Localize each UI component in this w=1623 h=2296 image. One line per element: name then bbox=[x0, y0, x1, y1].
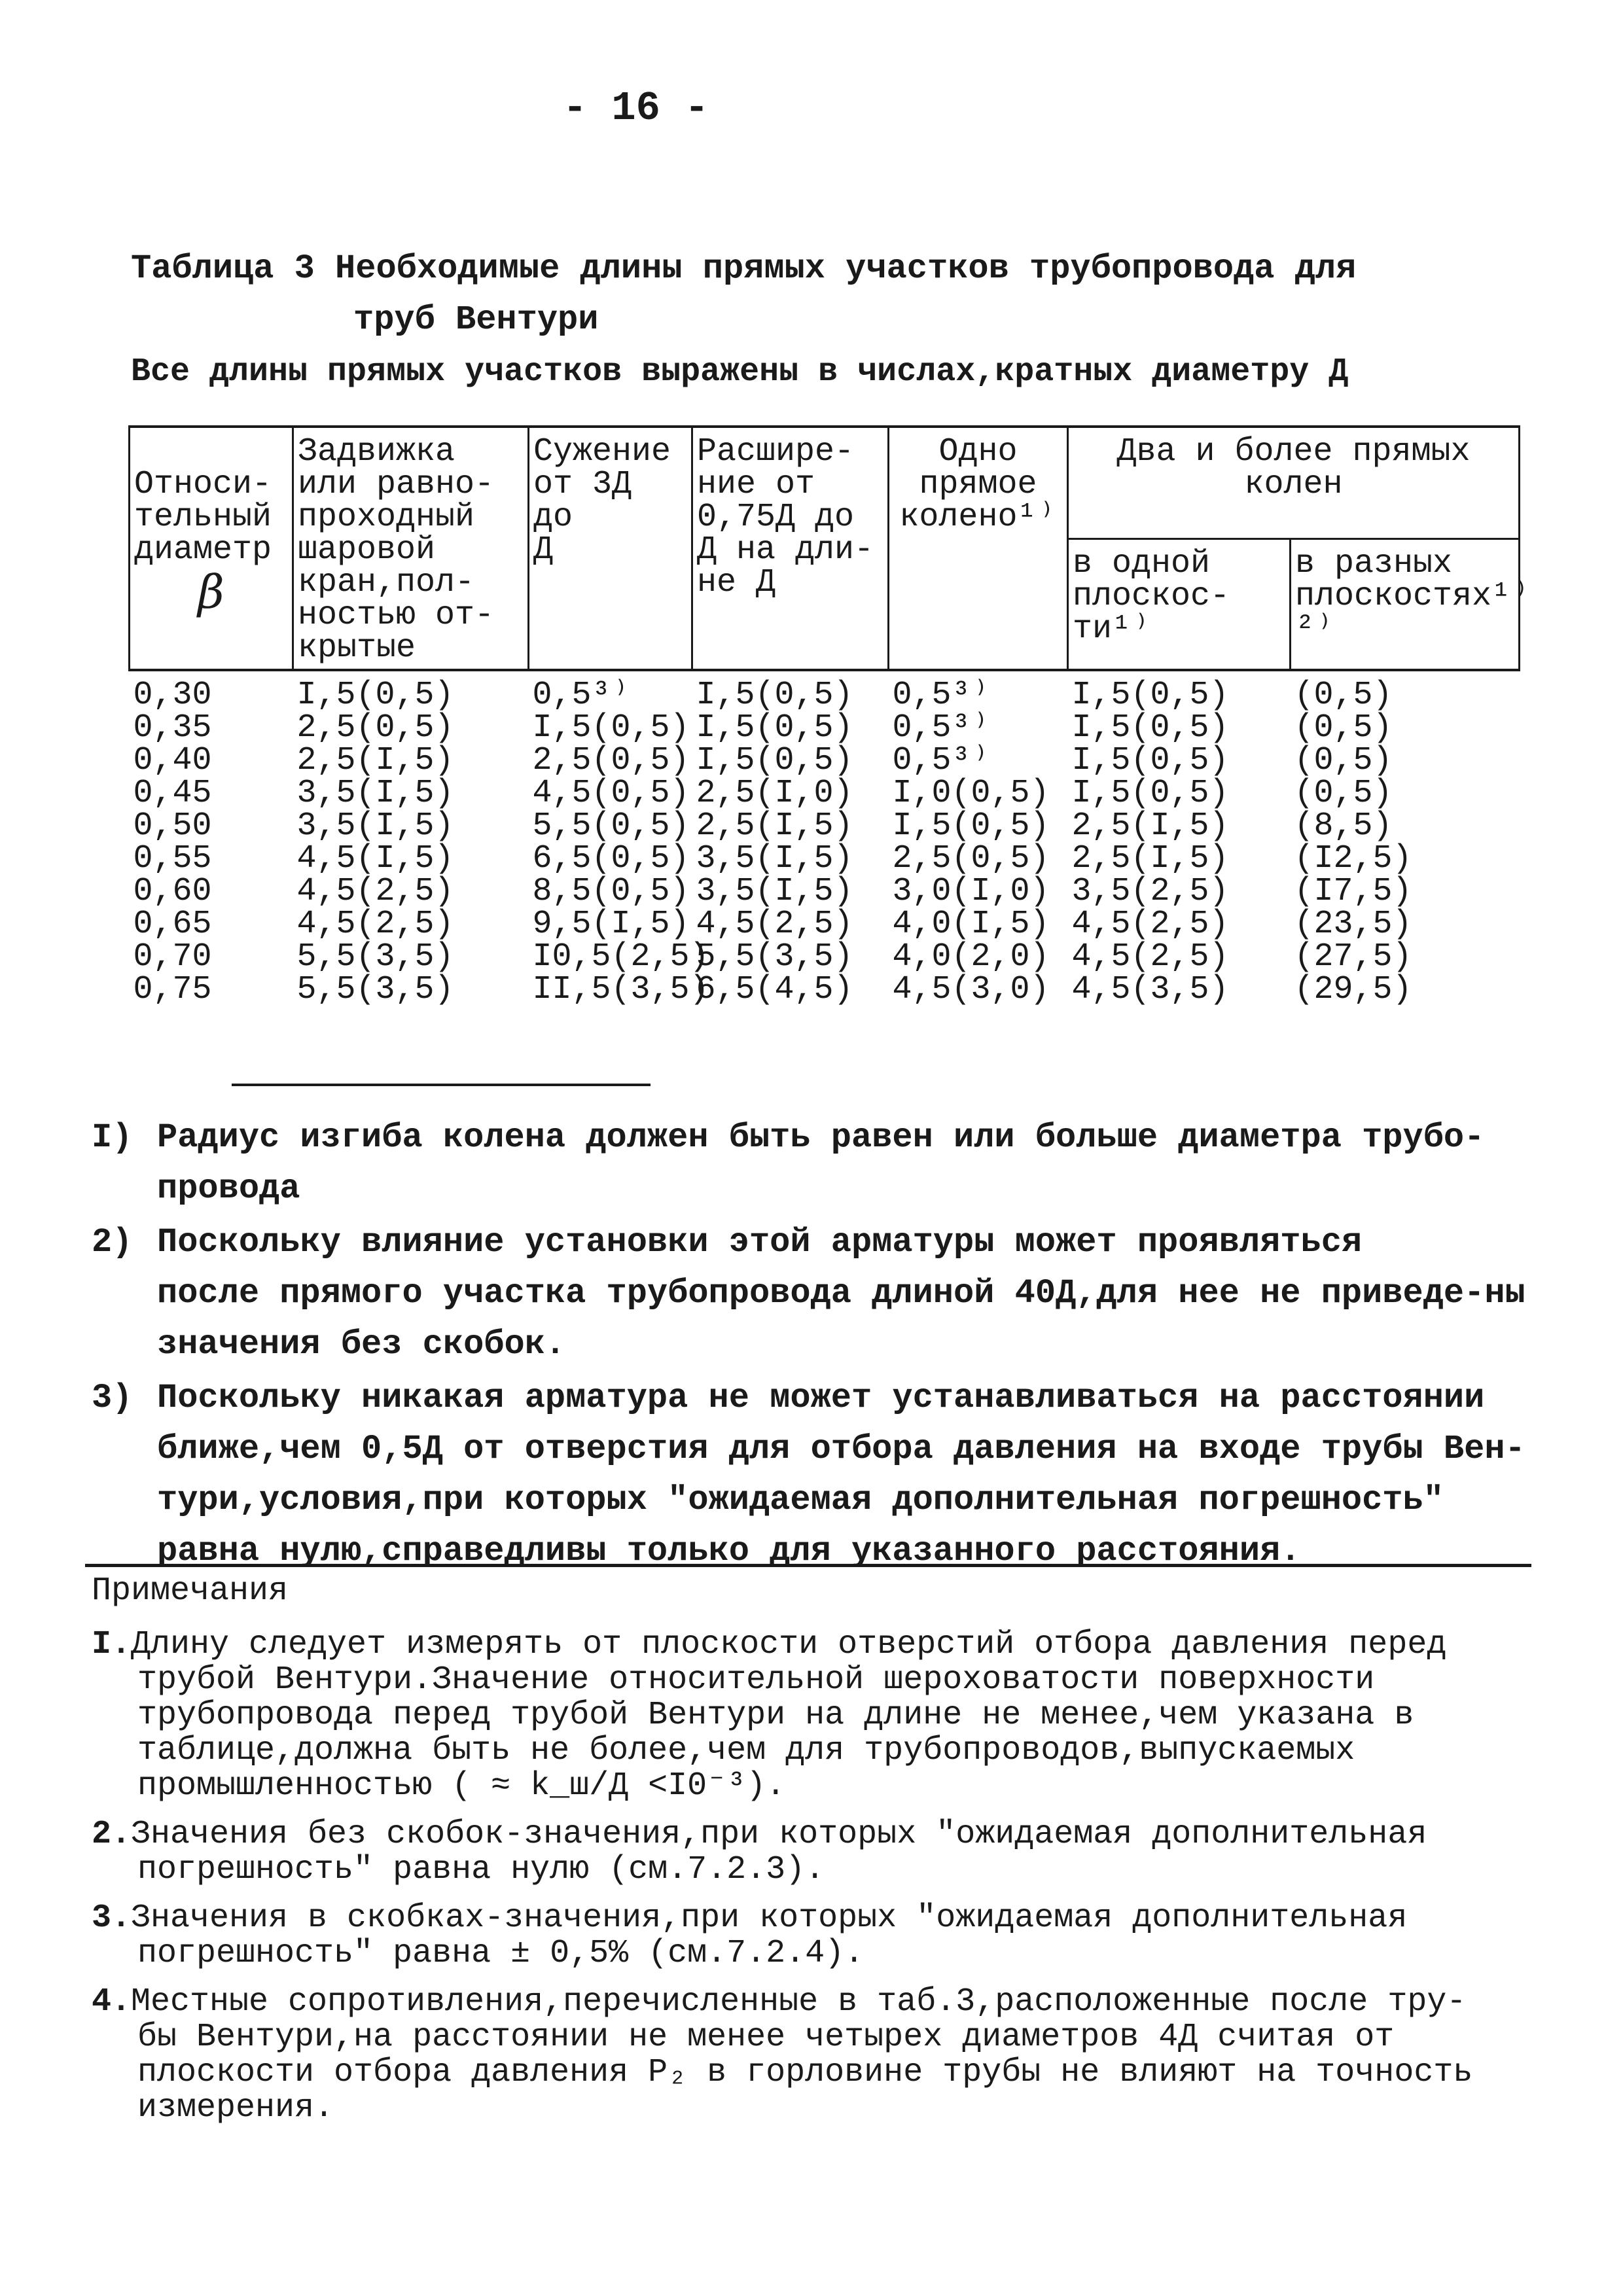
footnote-text bbox=[92, 1373, 1531, 1577]
footnote-continuation: после прямого участка трубопровода длиной 40Д,для нее не приведе-ны значения без скобок. bbox=[157, 1274, 1525, 1364]
notes-heading: Примечания bbox=[92, 1572, 289, 1610]
cell-bends-one-plane: 2,5(I,5) bbox=[1071, 807, 1229, 845]
cell-expansion: 3,5(I,5) bbox=[696, 840, 853, 877]
footnote-first-line: Радиус изгиба колена должен быть равен или больше диаметра трубо- bbox=[157, 1118, 1485, 1157]
cell-single-bend: 4,5(3,0) bbox=[892, 971, 1050, 1008]
cell-beta: 0,70 bbox=[133, 938, 212, 976]
straight-lengths-table bbox=[128, 425, 1531, 1008]
cell-contraction: 5,5(0,5) bbox=[532, 807, 690, 845]
cell-contraction: I0,5(2,5) bbox=[532, 938, 709, 976]
footnote-divider bbox=[232, 1084, 651, 1086]
cell-bends-one-plane: 4,5(2,5) bbox=[1071, 938, 1229, 976]
note-continuation: погрешность" равна ± 0,5% (см.7.2.4). bbox=[137, 1935, 865, 1972]
cell-bends-different-planes: (29,5) bbox=[1294, 971, 1412, 1008]
note-continuation: трубой Вентури.Значение относительной шероховатости поверхности трубопровода перед трубой Вентури на длине не менее,чем указана в таблице,должна быть не более,чем для трубопроводов,выпускаемых промышленностью ( ≈ k_ш/Д <I0⁻³). bbox=[137, 1661, 1414, 1805]
cell-single-bend: 0,5³⁾ bbox=[892, 709, 991, 747]
note-number: 3. bbox=[92, 1899, 132, 1937]
note-number: 2. bbox=[92, 1816, 132, 1853]
footnote bbox=[92, 1373, 1531, 1577]
cell-bends-one-plane: I,5(0,5) bbox=[1071, 709, 1229, 747]
cell-expansion: I,5(0,5) bbox=[696, 742, 853, 779]
table-row bbox=[130, 875, 1520, 908]
footnote-mark: I) bbox=[92, 1118, 133, 1157]
cell-bends-one-plane: I,5(0,5) bbox=[1071, 677, 1229, 714]
note-item bbox=[92, 1901, 1544, 1971]
note-first-line: Длину следует измерять от плоскости отверстий отбора давления перед bbox=[131, 1626, 1447, 1663]
page-number: - 16 - bbox=[563, 85, 709, 132]
cell-expansion: 2,5(I,0) bbox=[696, 775, 853, 812]
header-expansion: Расшире- ние от 0,75Д до Д на дли- не Д bbox=[692, 427, 889, 670]
footnote-mark: 3) bbox=[92, 1379, 133, 1417]
cell-single-bend: I,5(0,5) bbox=[892, 807, 1050, 845]
cell-bends-different-planes: (23,5) bbox=[1294, 906, 1412, 943]
footnote bbox=[92, 1112, 1531, 1214]
table-row bbox=[130, 908, 1520, 941]
cell-beta: 0,65 bbox=[133, 906, 212, 943]
cell-bends-different-planes: (0,5) bbox=[1294, 677, 1393, 714]
cell-bends-one-plane: 2,5(I,5) bbox=[1071, 840, 1229, 877]
cell-bends-different-planes: (8,5) bbox=[1294, 807, 1393, 845]
note-first-line: Местные сопротивления,перечисленные в таб.3,расположенные после тру- bbox=[131, 1983, 1467, 2021]
footnote-first-line: Поскольку никакая арматура не может устанавливаться на расстоянии bbox=[157, 1379, 1485, 1417]
cell-bends-different-planes: (27,5) bbox=[1294, 938, 1412, 976]
table-body bbox=[130, 670, 1520, 1006]
header-relative-diameter bbox=[130, 427, 293, 670]
cell-valve: 4,5(2,5) bbox=[296, 906, 454, 943]
note-continuation: бы Вентури,на расстоянии не менее четырех диаметров 4Д считая от плоскости отбора давления P₂ в горловине трубы не влияют на точность измерения. bbox=[137, 2019, 1473, 2127]
footnote-continuation: провода bbox=[157, 1169, 300, 1208]
cell-valve: 2,5(0,5) bbox=[296, 709, 454, 747]
cell-bends-one-plane: I,5(0,5) bbox=[1071, 775, 1229, 812]
cell-valve: 5,5(3,5) bbox=[296, 938, 454, 976]
note-item bbox=[92, 1627, 1544, 1804]
header-relative-diameter-label: Относи- тельный диаметр bbox=[134, 466, 272, 569]
cell-beta: 0,45 bbox=[133, 775, 212, 812]
cell-contraction: 8,5(0,5) bbox=[532, 873, 690, 910]
cell-valve: 4,5(I,5) bbox=[296, 840, 454, 877]
table-row bbox=[130, 745, 1520, 777]
header-valve: Задвижка или равно- проходный шаровой кран,пол- ностью от- крытые bbox=[293, 427, 529, 670]
table-subtitle: Все длины прямых участков выражены в числах,кратных диаметру Д bbox=[131, 353, 1349, 391]
cell-contraction: 4,5(0,5) bbox=[532, 775, 690, 812]
cell-valve: 3,5(I,5) bbox=[296, 775, 454, 812]
notes-section bbox=[92, 1574, 1544, 2139]
footnote-text bbox=[92, 1112, 1531, 1214]
notes-divider bbox=[85, 1564, 1531, 1567]
cell-beta: 0,75 bbox=[133, 971, 212, 1008]
cell-valve: 5,5(3,5) bbox=[296, 971, 454, 1008]
header-single-bend: Одно прямое колено¹⁾ bbox=[889, 427, 1068, 670]
cell-valve: 4,5(2,5) bbox=[296, 873, 454, 910]
table-title: Таблица 3 Необходимые длины прямых участков трубопровода для bbox=[131, 249, 1357, 288]
cell-single-bend: 0,5³⁾ bbox=[892, 677, 991, 714]
note-item bbox=[92, 1817, 1544, 1888]
cell-contraction: 0,5³⁾ bbox=[532, 677, 631, 714]
cell-beta: 0,40 bbox=[133, 742, 212, 779]
table-row bbox=[130, 843, 1520, 875]
cell-single-bend: 4,0(I,5) bbox=[892, 906, 1050, 943]
cell-valve: 3,5(I,5) bbox=[296, 807, 454, 845]
cell-bends-different-planes: (0,5) bbox=[1294, 742, 1393, 779]
footnote-continuation: ближе,чем 0,5Д от отверстия для отбора давления на входе трубы Вен-тури,условия,при которых "ожидаемая дополнительная погрешность" равна нулю,справедливы только для указанного расстояния. bbox=[157, 1430, 1525, 1570]
cell-single-bend: 2,5(0,5) bbox=[892, 840, 1050, 877]
cell-beta: 0,55 bbox=[133, 840, 212, 877]
cell-bends-different-planes: (0,5) bbox=[1294, 709, 1393, 747]
cell-contraction: II,5(3,5) bbox=[532, 971, 709, 1008]
cell-contraction: 2,5(0,5) bbox=[532, 742, 690, 779]
cell-expansion: I,5(0,5) bbox=[696, 709, 853, 747]
table-footnotes bbox=[92, 1112, 1531, 1580]
table-row bbox=[130, 712, 1520, 745]
cell-single-bend: I,0(0,5) bbox=[892, 775, 1050, 812]
note-number: 4. bbox=[92, 1983, 132, 2021]
header-two-or-more-bends: Два и более прямых колен bbox=[1068, 427, 1520, 539]
cell-expansion: I,5(0,5) bbox=[696, 677, 853, 714]
note-first-line: Значения без скобок-значения,при которых "ожидаемая дополнительная bbox=[131, 1816, 1427, 1853]
cell-valve: I,5(0,5) bbox=[296, 677, 454, 714]
cell-expansion: 3,5(I,5) bbox=[696, 873, 853, 910]
cell-beta: 0,50 bbox=[133, 807, 212, 845]
note-item bbox=[92, 1985, 1544, 2126]
cell-bends-one-plane: 4,5(2,5) bbox=[1071, 906, 1229, 943]
table-row bbox=[130, 670, 1520, 712]
table-caption bbox=[131, 243, 1544, 345]
beta-symbol: β bbox=[198, 565, 224, 619]
cell-beta: 0,35 bbox=[133, 709, 212, 747]
cell-bends-one-plane: 3,5(2,5) bbox=[1071, 873, 1229, 910]
header-bends-one-plane: в одной плоскос- ти¹⁾ bbox=[1068, 539, 1291, 671]
cell-valve: 2,5(I,5) bbox=[296, 742, 454, 779]
table-row bbox=[130, 777, 1520, 810]
note-first-line: Значения в скобках-значения,при которых "ожидаемая дополнительная bbox=[131, 1899, 1408, 1937]
cell-contraction: 9,5(I,5) bbox=[532, 906, 690, 943]
cell-expansion: 4,5(2,5) bbox=[696, 906, 853, 943]
header-bends-different-planes: в разных плоскостях¹⁾²⁾ bbox=[1291, 539, 1520, 671]
note-number: I. bbox=[92, 1626, 132, 1663]
cell-single-bend: 3,0(I,0) bbox=[892, 873, 1050, 910]
table-row bbox=[130, 810, 1520, 843]
cell-bends-one-plane: 4,5(3,5) bbox=[1071, 971, 1229, 1008]
table-header-row bbox=[130, 427, 1520, 539]
header-contraction: Сужение от 3Д до Д bbox=[529, 427, 692, 670]
cell-contraction: 6,5(0,5) bbox=[532, 840, 690, 877]
footnote-first-line: Поскольку влияние установки этой арматуры может проявляться bbox=[157, 1223, 1363, 1262]
footnote-mark: 2) bbox=[92, 1223, 133, 1262]
cell-bends-one-plane: I,5(0,5) bbox=[1071, 742, 1229, 779]
cell-expansion: 2,5(I,5) bbox=[696, 807, 853, 845]
table-title-continuation: труб Вентури bbox=[353, 300, 599, 339]
cell-beta: 0,60 bbox=[133, 873, 212, 910]
note-continuation: погрешность" равна нулю (см.7.2.3). bbox=[137, 1851, 825, 1888]
cell-single-bend: 0,5³⁾ bbox=[892, 742, 991, 779]
table-row bbox=[130, 974, 1520, 1006]
cell-bends-different-planes: (I2,5) bbox=[1294, 840, 1412, 877]
cell-bends-different-planes: (0,5) bbox=[1294, 775, 1393, 812]
cell-bends-different-planes: (I7,5) bbox=[1294, 873, 1412, 910]
footnote bbox=[92, 1217, 1531, 1370]
footnote-text bbox=[92, 1217, 1531, 1370]
cell-beta: 0,30 bbox=[133, 677, 212, 714]
table-row bbox=[130, 941, 1520, 974]
cell-contraction: I,5(0,5) bbox=[532, 709, 690, 747]
cell-expansion: 5,5(3,5) bbox=[696, 938, 853, 976]
cell-expansion: 6,5(4,5) bbox=[696, 971, 853, 1008]
cell-single-bend: 4,0(2,0) bbox=[892, 938, 1050, 976]
